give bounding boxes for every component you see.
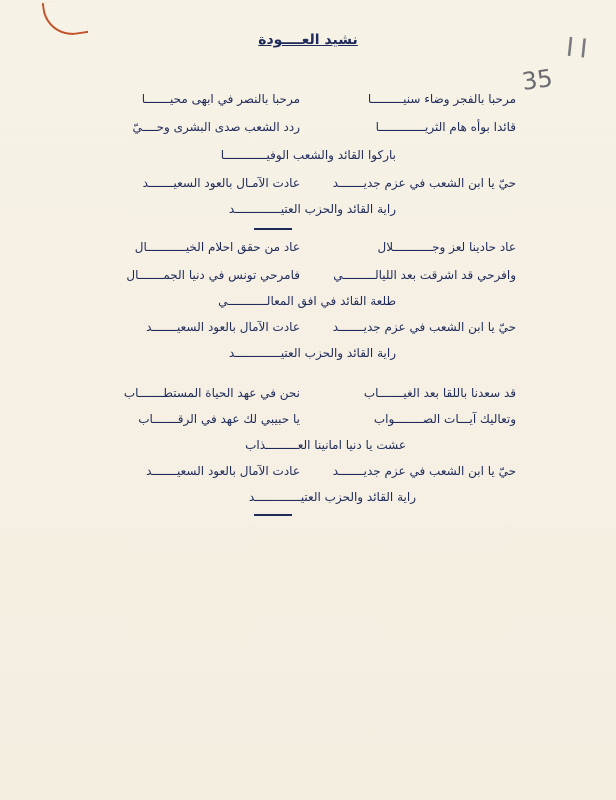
verse-left: حيّ يا ابن الشعب في عزم جديـــــــد [332, 464, 516, 478]
verse-right: يا حبيبي لك عهد في الرقـــــــاب [138, 412, 300, 426]
verse-right: عاد من حقق احلام الخيـــــــــــال [134, 240, 300, 254]
verse-left: حيّ يا ابن الشعب في عزم جديـــــــد [332, 320, 516, 334]
verse-right: عادت الآمال بالعود السعيـــــــد [146, 464, 300, 478]
verse-right: فامرحي تونس في دنيا الجمـــــــال [126, 268, 300, 282]
verse-center: راية القائد والحزب العتيـــــــــــــد [228, 346, 396, 360]
verse-left: وافرحي قد اشرقت بعد الليالـــــــــي [333, 268, 516, 282]
verse-center: راية القائد والحزب العتيـــــــــــــد [248, 490, 416, 504]
verse-right: عادت الآمال بالعود السعيـــــــد [146, 320, 300, 334]
verse-right: مرحبا بالنصر في ابهى محيـــــــا [141, 92, 300, 106]
verse-center: راية القائد والحزب العتيـــــــــــــد [228, 202, 396, 216]
verse-center: طلعة القائد في افق المعالـــــــــــي [218, 294, 396, 308]
verse-right: عادت الآمـال بالعود السعيـــــــد [142, 176, 300, 190]
closing-divider [254, 514, 292, 516]
tally-mark: II [564, 32, 595, 66]
verse-left: مرحبا بالفجر وضاء سنيـــــــــا [367, 92, 516, 106]
verse-center: عشت يا دنيا امانينا العـــــــــذاب [245, 438, 406, 452]
verse-left: عاد حادينا لعز وجـــــــــــلال [377, 240, 516, 254]
verse-left: قائدا بوأه هام الثريـــــــــــــا [375, 120, 516, 134]
verse-right: نحن في عهد الحياة المستطـــــــاب [123, 386, 300, 400]
verse-right: ردد الشعب صدى البشرى وحــــيّ [132, 120, 300, 134]
verse-left: وتعاليك آيـــات الصــــــــواب [373, 412, 516, 426]
stanza-divider [254, 228, 292, 230]
verse-center: باركوا القائد والشعب الوفيــــــــــــا [220, 148, 396, 162]
page-number: 35 [520, 64, 555, 96]
verse-left: حيّ يا ابن الشعب في عزم جديـــــــد [332, 176, 516, 190]
page-title: نشيد العــــودة [258, 32, 358, 48]
verse-left: قد سعدنا باللقا بعد الغيـــــــاب [363, 386, 516, 400]
